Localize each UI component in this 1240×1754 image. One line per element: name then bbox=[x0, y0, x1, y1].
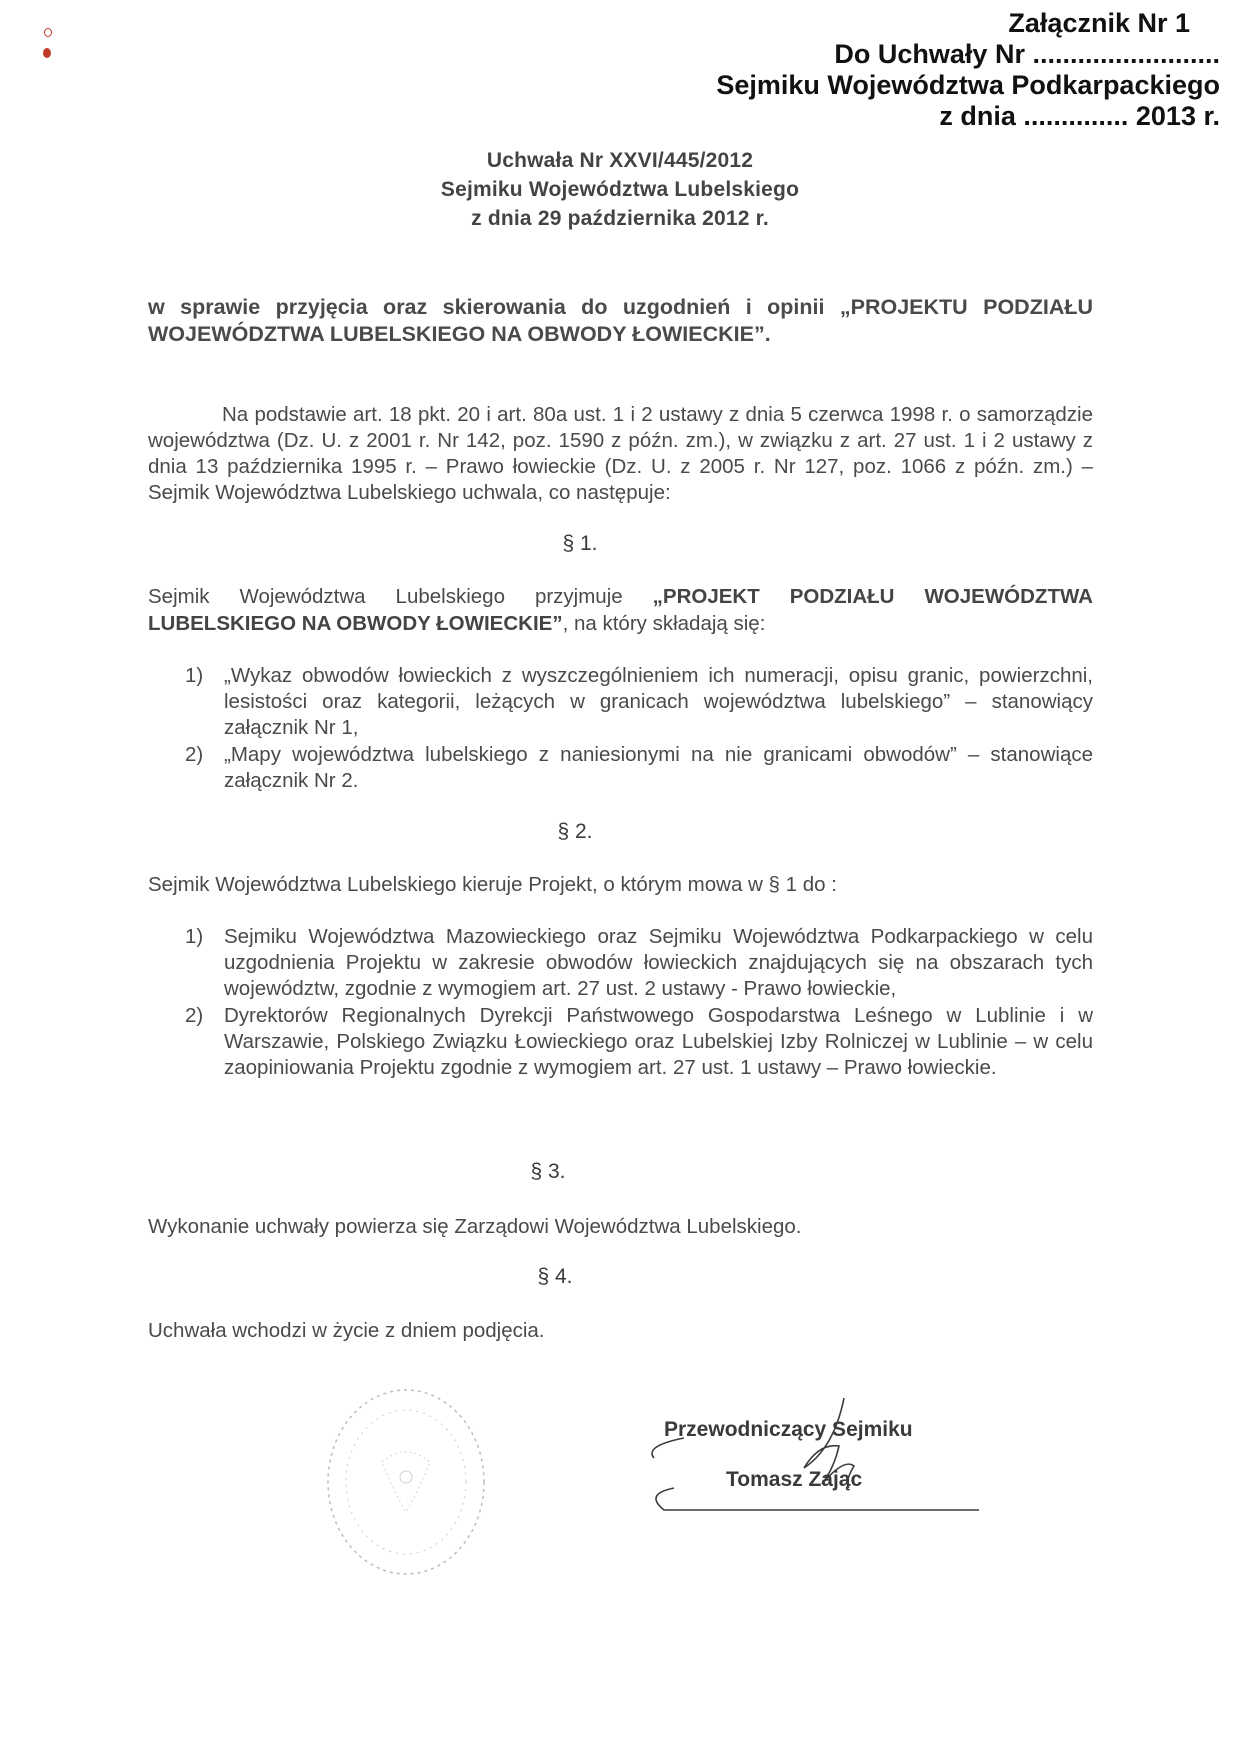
list-item bbox=[148, 742, 1093, 794]
resolution-date: z dnia 29 października 2012 r. bbox=[471, 207, 769, 230]
list-item-text: „Wykaz obwodów łowieckich z wyszczególnieniem ich numeracji, opisu granic, powierzchni, lesistości oraz kategorii, leżących w granicach województwa lubelskiego” – stanowiący załącznik Nr 1, bbox=[224, 664, 1093, 739]
list-item-number: 1) bbox=[185, 925, 204, 948]
section-3-text: Wykonanie uchwały powierza się Zarządowi Województwa Lubelskiego. bbox=[148, 1215, 802, 1238]
corner-mark-icon bbox=[42, 28, 54, 64]
attachment-line-4: z dnia .............. 2013 r. bbox=[939, 101, 1220, 131]
list-item-text: „Mapy województwa lubelskiego z naniesionymi na nie granicami obwodów” – stanowiące załącznik Nr 2. bbox=[224, 743, 1093, 792]
section-1-mark: § 1. bbox=[562, 532, 598, 555]
section-2-list bbox=[148, 924, 1093, 1081]
section-1-intro-bold: „PROJEKT PODZIAŁU WOJEWÓDZTWA LUBELSKIEGO NA OBWODY ŁOWIECKIE” bbox=[148, 585, 1093, 635]
section-1-intro bbox=[148, 583, 1093, 637]
signature-name: Tomasz Zając bbox=[726, 1468, 863, 1491]
signature-icon bbox=[644, 1388, 984, 1518]
attachment-line-2: Do Uchwały Nr ......................... bbox=[834, 39, 1220, 69]
list-item-number: 2) bbox=[185, 743, 204, 766]
attachment-header bbox=[716, 8, 1220, 132]
resolution-heading bbox=[380, 146, 860, 233]
official-seal-icon bbox=[322, 1382, 490, 1582]
signature-block bbox=[644, 1418, 984, 1538]
list-item-number: 2) bbox=[185, 1004, 204, 1027]
resolution-subject: w sprawie przyjęcia oraz skierowania do uzgodnień i opinii „PROJEKTU PODZIAŁU WOJEWÓDZTWA LUBELSKIEGO NA OBWODY ŁOWIECKIE”. bbox=[148, 295, 1093, 346]
preamble: Na podstawie art. 18 pkt. 20 i art. 80a ust. 1 i 2 ustawy z dnia 5 czerwca 1998 r. o samorządzie województwa (Dz. U. z 2001 r. Nr 142, poz. 1590 z późn. zm.), w związku z art. 27 ust. 1 i 2 ustawy z dnia 13 października 1995 r. – Prawo łowieckie (Dz. U. z 2005 r. Nr 127, poz. 1066 z późn. zm.) – Sejmik Województwa Lubelskiego uchwala, co następuje: bbox=[148, 403, 1093, 504]
list-item-text: Dyrektorów Regionalnych Dyrekcji Państwowego Gospodarstwa Leśnego w Lublinie i w Warszawie, Polskiego Związku Łowieckiego oraz Lubelskiej Izby Rolniczej w Lublinie – w celu zaopiniowania Projektu zgodnie z wymogiem art. 27 ust. 1 ustawy – Prawo łowieckie. bbox=[224, 1004, 1093, 1079]
section-1-intro-b: , na który składają się: bbox=[562, 612, 766, 635]
section-1-intro-a: Sejmik Województwa Lubelskiego przyjmuje bbox=[148, 585, 653, 608]
list-item-number: 1) bbox=[185, 664, 204, 687]
resolution-number: Uchwała Nr XXVI/445/2012 bbox=[486, 149, 754, 172]
section-1-list bbox=[148, 663, 1093, 794]
section-2-mark: § 2. bbox=[557, 820, 593, 843]
list-item bbox=[148, 924, 1093, 1002]
section-4-text: Uchwała wchodzi w życie z dniem podjęcia. bbox=[148, 1319, 545, 1342]
section-4-mark: § 4. bbox=[537, 1265, 573, 1288]
attachment-line-3: Sejmiku Województwa Podkarpackiego bbox=[716, 70, 1220, 100]
section-2-intro: Sejmik Województwa Lubelskiego kieruje Projekt, o którym mowa w § 1 do : bbox=[148, 873, 837, 896]
list-item bbox=[148, 663, 1093, 741]
section-3-mark: § 3. bbox=[530, 1160, 566, 1183]
list-item bbox=[148, 1003, 1093, 1081]
attachment-line-1: Załącznik Nr 1 bbox=[1008, 8, 1190, 38]
signature-title: Przewodniczący Sejmiku bbox=[664, 1418, 913, 1441]
list-item-text: Sejmiku Województwa Mazowieckiego oraz Sejmiku Województwa Podkarpackiego w celu uzgodnienia Projektu w zakresie obwodów łowieckich znajdujących się na obszarach tych województw, zgodnie z wymogiem art. 27 ust. 2 ustawy - Prawo łowieckie, bbox=[224, 925, 1093, 1000]
resolution-body: Sejmiku Województwa Lubelskiego bbox=[440, 178, 800, 201]
